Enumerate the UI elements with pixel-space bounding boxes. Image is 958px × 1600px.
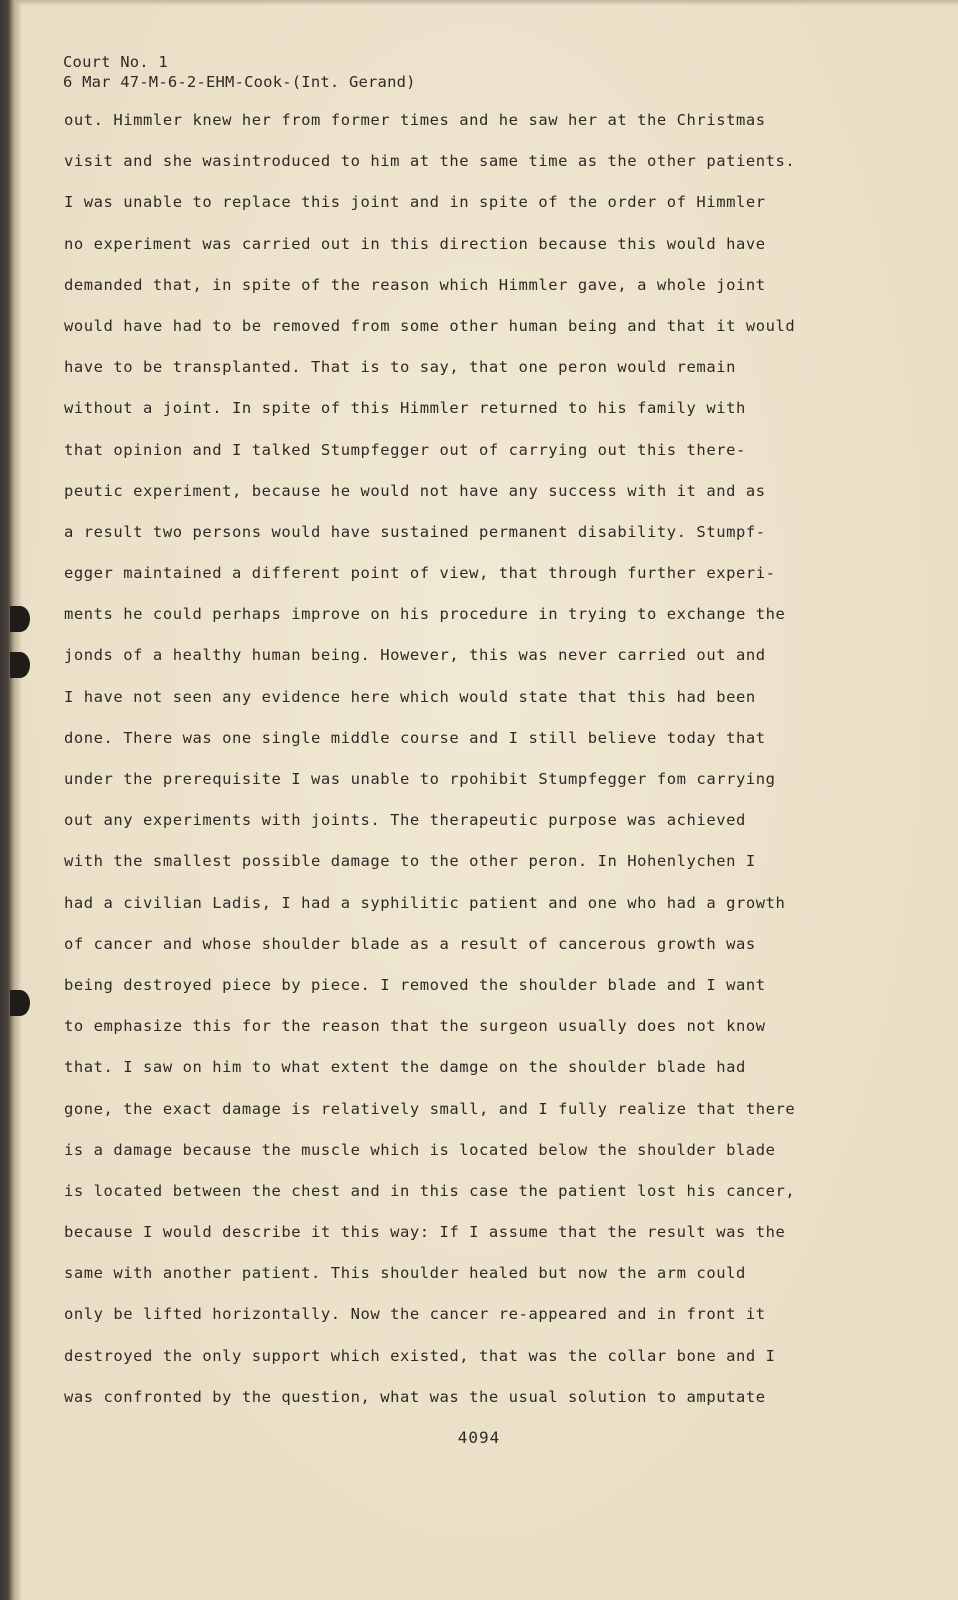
transcript-body (64, 107, 924, 1425)
text-line: visit and she wasintroduced to him at the same time as the other patients. (64, 152, 796, 171)
text-line: destroyed the only support which existed, that was the collar bone and I (64, 1346, 776, 1365)
text-line: only be lifted horizontally. Now the cancer re-appeared and in front it (64, 1305, 766, 1324)
punch-hole (10, 652, 30, 678)
text-line: without a joint. In spite of this Himmler returned to his family with (64, 399, 746, 418)
session-reference: 6 Mar 47-M-6-2-EHM-Cook-(Int. Gerand) (63, 73, 416, 91)
text-line: ments he could perhaps improve on his procedure in trying to exchange the (64, 605, 786, 624)
text-line: is located between the chest and in this case the patient lost his cancer, (64, 1181, 796, 1200)
text-line: gone, the exact damage is relatively small, and I fully realize that there (64, 1099, 796, 1118)
page-left-edge (0, 0, 22, 1600)
punch-hole (10, 990, 30, 1016)
text-line: jonds of a healthy human being. However, this was never carried out and (64, 646, 766, 665)
text-line: with the smallest possible damage to the other peron. In Hohenlychen I (64, 852, 756, 871)
text-line: because I would describe it this way: If I assume that the result was the (64, 1223, 786, 1242)
text-line: was confronted by the question, what was the usual solution to amputate (64, 1387, 766, 1406)
text-line: done. There was one single middle course and I still believe today that (64, 728, 766, 747)
punch-hole (10, 606, 30, 632)
page-number: 4094 (457, 1428, 501, 1447)
document-header (63, 52, 416, 92)
text-line: that. I saw on him to what extent the damge on the shoulder blade had (64, 1058, 746, 1077)
text-line: that opinion and I talked Stumpfegger out of carrying out this there- (64, 440, 746, 459)
text-line: a result two persons would have sustained permanent disability. Stumpf- (64, 522, 766, 541)
court-number: Court No. 1 (63, 53, 168, 71)
text-line: under the prerequisite I was unable to rpohibit Stumpfegger fom carrying (64, 770, 776, 788)
text-line: have to be transplanted. That is to say, that one peron would remain (64, 358, 736, 377)
text-line: I was unable to replace this joint and in spite of the order of Himmler (64, 193, 766, 212)
text-line: peutic experiment, because he would not have any success with it and as (64, 481, 766, 500)
text-line: out. Himmler knew her from former times and he saw her at the Christmas (64, 111, 766, 129)
text-line: egger maintained a different point of view, that through further experi- (64, 564, 776, 583)
text-line: of cancer and whose shoulder blade as a result of cancerous growth was (64, 934, 756, 953)
text-line: is a damage because the muscle which is located below the shoulder blade (64, 1140, 776, 1159)
text-line: being destroyed piece by piece. I removed the shoulder blade and I want (64, 975, 766, 994)
text-line: had a civilian Ladis, I had a syphilitic patient and one who had a growth (64, 893, 786, 912)
text-line: demanded that, in spite of the reason which Himmler gave, a whole joint (64, 275, 766, 294)
text-line: to emphasize this for the reason that the surgeon usually does not know (64, 1017, 766, 1036)
text-line: would have had to be removed from some other human being and that it would (64, 316, 796, 335)
text-line: same with another patient. This shoulder healed but now the arm could (64, 1264, 746, 1283)
text-line: no experiment was carried out in this direction because this would have (64, 234, 766, 253)
page-top-edge (0, 0, 958, 6)
text-line: out any experiments with joints. The therapeutic purpose was achieved (64, 811, 746, 830)
text-line: I have not seen any evidence here which would state that this had been (64, 687, 756, 706)
